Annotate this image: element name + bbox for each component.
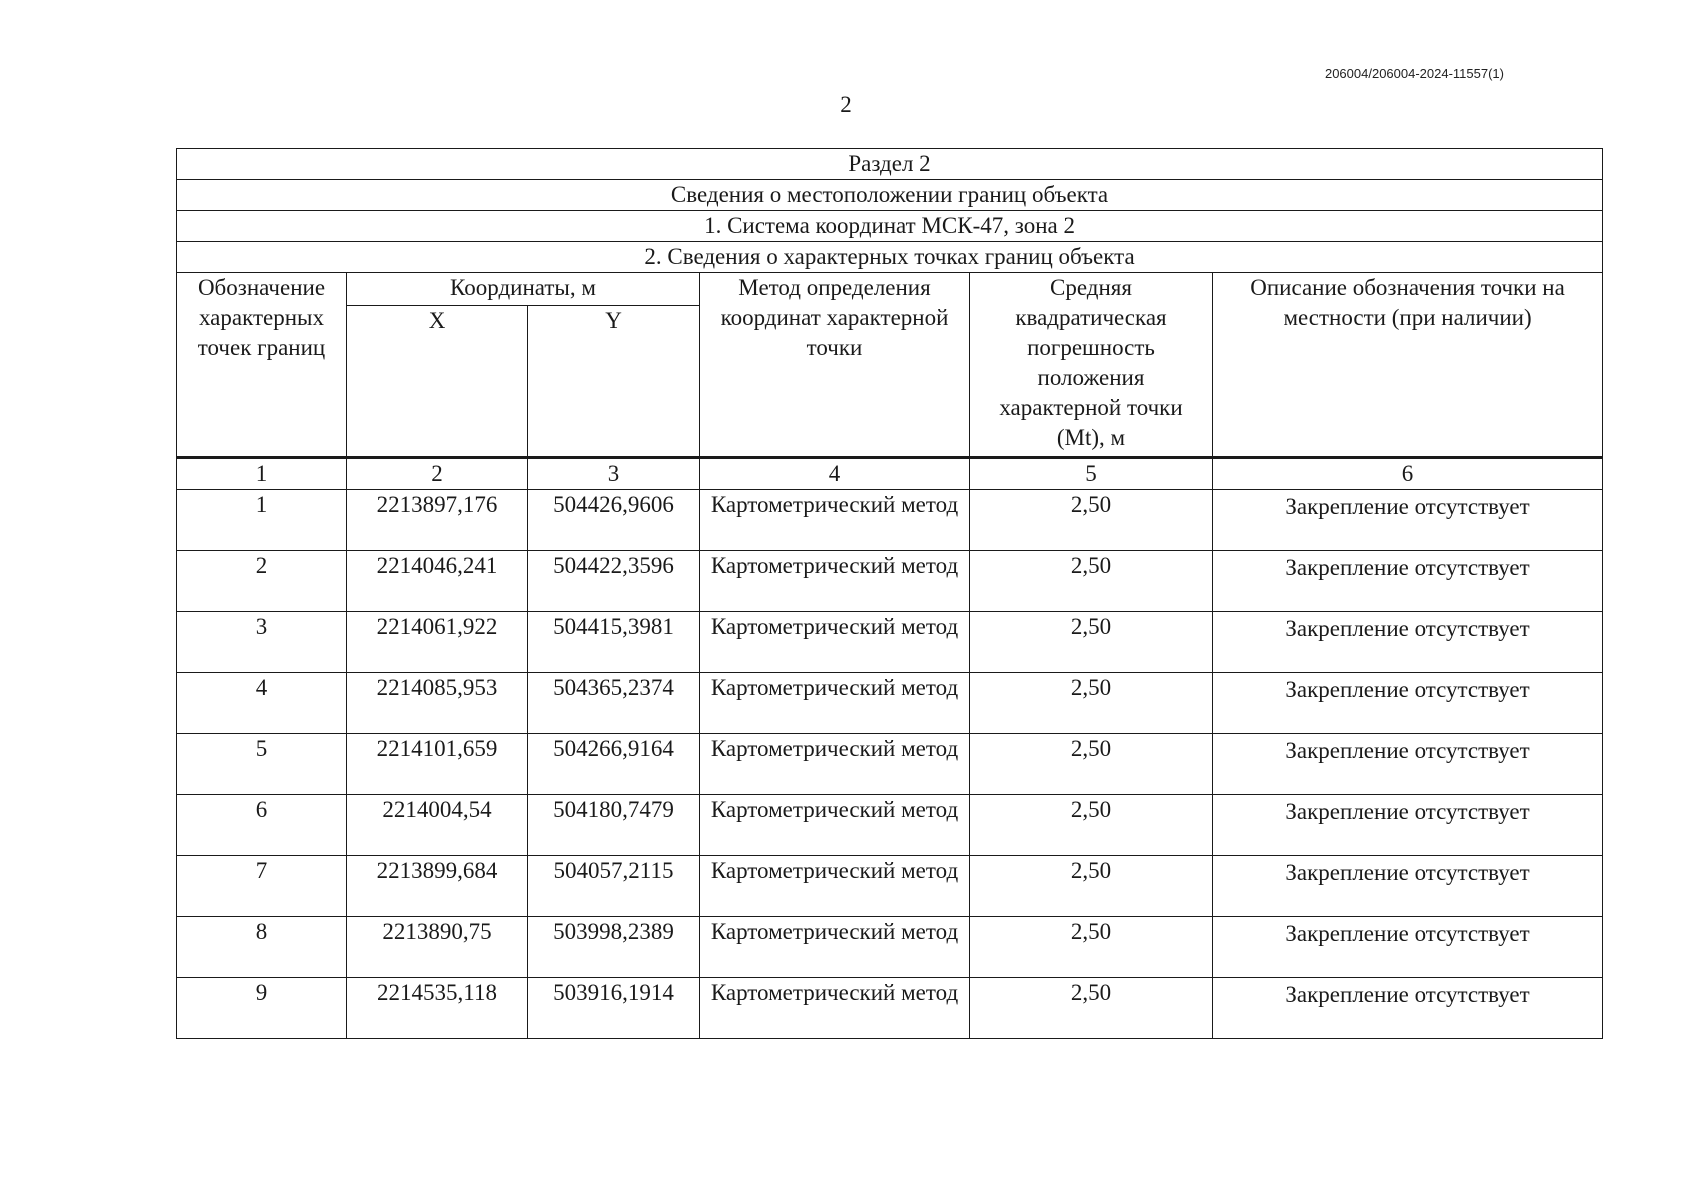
cell-error: 2,50 xyxy=(970,856,1213,917)
column-number: 4 xyxy=(700,458,970,490)
column-number: 5 xyxy=(970,458,1213,490)
table-row xyxy=(177,734,1603,795)
cell-point-id: 5 xyxy=(177,734,347,795)
cell-method: Картометрический метод xyxy=(700,978,970,1039)
cell-description: Закрепление отсутствует xyxy=(1213,612,1603,673)
cell-method: Картометрический метод xyxy=(700,734,970,795)
cell-method: Картометрический метод xyxy=(700,551,970,612)
cell-point-id: 1 xyxy=(177,490,347,551)
cell-y-coordinate: 504180,7479 xyxy=(528,795,700,856)
cell-method: Картометрический метод xyxy=(700,795,970,856)
cell-description: Закрепление отсутствует xyxy=(1213,978,1603,1039)
cell-error: 2,50 xyxy=(970,673,1213,734)
cell-method: Картометрический метод xyxy=(700,856,970,917)
cell-x-coordinate: 2213899,684 xyxy=(347,856,528,917)
cell-description: Закрепление отсутствует xyxy=(1213,795,1603,856)
section-title: Раздел 2 xyxy=(177,149,1603,180)
table-row xyxy=(177,917,1603,978)
header-method: Метод определения координат характерной точки xyxy=(700,273,970,458)
cell-description: Закрепление отсутствует xyxy=(1213,917,1603,978)
cell-point-id: 8 xyxy=(177,917,347,978)
cell-error: 2,50 xyxy=(970,490,1213,551)
cell-x-coordinate: 2213890,75 xyxy=(347,917,528,978)
header-y: Y xyxy=(528,306,700,458)
page-number: 2 xyxy=(840,92,852,117)
cell-y-coordinate: 504057,2115 xyxy=(528,856,700,917)
cell-error: 2,50 xyxy=(970,917,1213,978)
cell-error: 2,50 xyxy=(970,978,1213,1039)
cell-error: 2,50 xyxy=(970,551,1213,612)
header-coordinates: Координаты, м xyxy=(347,273,700,306)
cell-x-coordinate: 2213897,176 xyxy=(347,490,528,551)
cell-x-coordinate: 2214101,659 xyxy=(347,734,528,795)
table-row xyxy=(177,612,1603,673)
cell-x-coordinate: 2214046,241 xyxy=(347,551,528,612)
table-row xyxy=(177,795,1603,856)
cell-method: Картометрический метод xyxy=(700,917,970,978)
table-subtitle: Сведения о местоположении границ объекта xyxy=(177,180,1603,211)
cell-y-coordinate: 504426,9606 xyxy=(528,490,700,551)
table-row xyxy=(177,978,1603,1039)
document-id: 206004/206004-2024-11557(1) xyxy=(1324,66,1504,81)
cell-y-coordinate: 504365,2374 xyxy=(528,673,700,734)
header-x: X xyxy=(347,306,528,458)
cell-x-coordinate: 2214535,118 xyxy=(347,978,528,1039)
table-row xyxy=(177,551,1603,612)
table-row xyxy=(177,856,1603,917)
header-designation: Обозначение характерных точек границ xyxy=(177,273,347,458)
cell-point-id: 4 xyxy=(177,673,347,734)
cell-method: Картометрический метод xyxy=(700,673,970,734)
cell-y-coordinate: 504415,3981 xyxy=(528,612,700,673)
column-number-row xyxy=(177,458,1603,490)
column-number: 2 xyxy=(347,458,528,490)
cell-description: Закрепление отсутствует xyxy=(1213,673,1603,734)
coordinate-system-title: 1. Система координат МСК-47, зона 2 xyxy=(177,211,1603,242)
points-title: 2. Сведения о характерных точках границ объекта xyxy=(177,242,1603,273)
cell-point-id: 2 xyxy=(177,551,347,612)
cell-x-coordinate: 2214085,953 xyxy=(347,673,528,734)
cell-description: Закрепление отсутствует xyxy=(1213,551,1603,612)
table-row xyxy=(177,490,1603,551)
boundary-points-sheet xyxy=(176,148,1602,1039)
cell-point-id: 3 xyxy=(177,612,347,673)
cell-description: Закрепление отсутствует xyxy=(1213,856,1603,917)
cell-error: 2,50 xyxy=(970,612,1213,673)
cell-x-coordinate: 2214061,922 xyxy=(347,612,528,673)
cell-y-coordinate: 504422,3596 xyxy=(528,551,700,612)
cell-error: 2,50 xyxy=(970,734,1213,795)
cell-error: 2,50 xyxy=(970,795,1213,856)
boundary-points-table xyxy=(176,148,1603,1039)
column-number: 1 xyxy=(177,458,347,490)
cell-method: Картометрический метод xyxy=(700,612,970,673)
column-number: 6 xyxy=(1213,458,1603,490)
cell-description: Закрепление отсутствует xyxy=(1213,490,1603,551)
cell-description: Закрепление отсутствует xyxy=(1213,734,1603,795)
header-description: Описание обозначения точки на местности (при наличии) xyxy=(1213,273,1603,458)
header-error: Средняя квадратическая погрешность положения характерной точки (Mt), м xyxy=(970,273,1213,458)
cell-x-coordinate: 2214004,54 xyxy=(347,795,528,856)
cell-y-coordinate: 503998,2389 xyxy=(528,917,700,978)
table-row xyxy=(177,673,1603,734)
cell-y-coordinate: 503916,1914 xyxy=(528,978,700,1039)
cell-point-id: 7 xyxy=(177,856,347,917)
cell-method: Картометрический метод xyxy=(700,490,970,551)
cell-point-id: 9 xyxy=(177,978,347,1039)
cell-point-id: 6 xyxy=(177,795,347,856)
column-number: 3 xyxy=(528,458,700,490)
cell-y-coordinate: 504266,9164 xyxy=(528,734,700,795)
